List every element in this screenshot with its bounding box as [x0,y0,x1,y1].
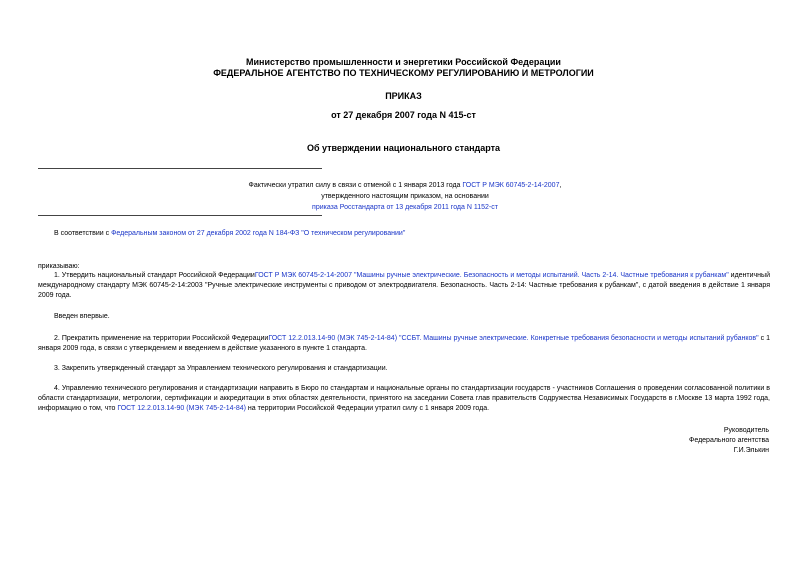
note-link-order[interactable]: приказа Росстандарта от 13 декабря 2011 года N 1152-ст [312,204,498,211]
item-1-text-b: идентичный международному стандарту МЭК 60745-2-14:2003 "Ручные электрические инструменты с приводом от электродвигателя. Безопасность. Часть 2-14: Частные требования к рубанкам", с датой введения в действие 1 января 2009 года. [38,272,770,299]
preamble-text: В соответствии с [54,230,112,237]
note-text-2: утвержденного настоящим приказом, на основании [321,193,489,200]
signature-name: Г.И.Элькин [733,447,769,454]
signature-agency: Федерального агентства [689,437,769,444]
item-4-text: 4. Управлению технического регулирования и стандартизации направить в Бюро по стандартам и национальные органы по стандартизации государств - участников Соглашения о проведении согласованной политики в области стандартизации, метрологии, сертификации и аккредитации в этих областях деятельности, принятого на заседании Совета глав правительств Содружества Независимых Государств в г.Москве 13 марта 1992 года, информацию о том, что [38,385,770,412]
preamble [38,229,770,239]
ministry-line: Министерство промышленности и энергетики Российской Федерации [246,57,561,67]
gost-r-iec-link[interactable]: ГОСТ Р МЭК 60745-2-14-2007 "Машины ручные электрические. Безопасность и методы испытаний. Часть 2-14. Частные требования к рубанкам" [254,272,729,279]
divider-top [38,168,322,169]
item-3: 3. Закрепить утвержденный стандарт за Управлением технического регулирования и стандартизации. [54,365,388,372]
note-text: Фактически утратил силу в связи с отменой с 1 января 2013 года [248,182,463,189]
gost-12-link[interactable]: ГОСТ 12.2.013.14-90 (МЭК 745-2-14-84) [117,405,246,412]
item-2-text-b: с 1 января 2009 года, в связи с утверждением и введением в действие указанного в пункте 1 стандарта. [38,335,770,352]
item-2 [38,334,770,354]
signature-block [689,426,769,456]
item-1 [38,271,770,301]
doc-type: ПРИКАЗ [385,91,422,101]
gost-ssbt-link[interactable]: ГОСТ 12.2.013.14-90 (МЭК 745-2-14-84) "ССБТ. Машины ручные электрические. Конкретные требования безопасности и методы испытаний рубанков" [268,335,759,342]
federal-law-link[interactable]: Федеральным законом от 27 декабря 2002 года N 184-ФЗ "О техническом регулировании" [111,230,406,237]
introduced-first: Введен впервые. [54,313,110,320]
item-4 [38,384,770,414]
signature-title: Руководитель [723,427,769,434]
item-4-text-b: на территории Российской Федерации утратил силу с 1 января 2009 года. [245,405,490,412]
note-comma: , [559,182,562,189]
order-word: приказываю: [38,263,80,270]
status-note [200,180,610,213]
item-1-text: 1. Утвердить национальный стандарт Российской Федерации [54,272,255,279]
agency-line: ФЕДЕРАЛЬНОЕ АГЕНТСТВО ПО ТЕХНИЧЕСКОМУ РЕГУЛИРОВАНИЮ И МЕТРОЛОГИИ [213,68,594,78]
item-2-text: 2. Прекратить применение на территории Российской Федерации [54,335,269,342]
doc-subject: Об утверждении национального стандарта [306,143,501,153]
date-number: от 27 декабря 2007 года N 415-ст [331,110,476,120]
note-link-standard[interactable]: ГОСТ Р МЭК 60745-2-14-2007 [462,182,560,189]
divider-bottom [38,215,322,216]
